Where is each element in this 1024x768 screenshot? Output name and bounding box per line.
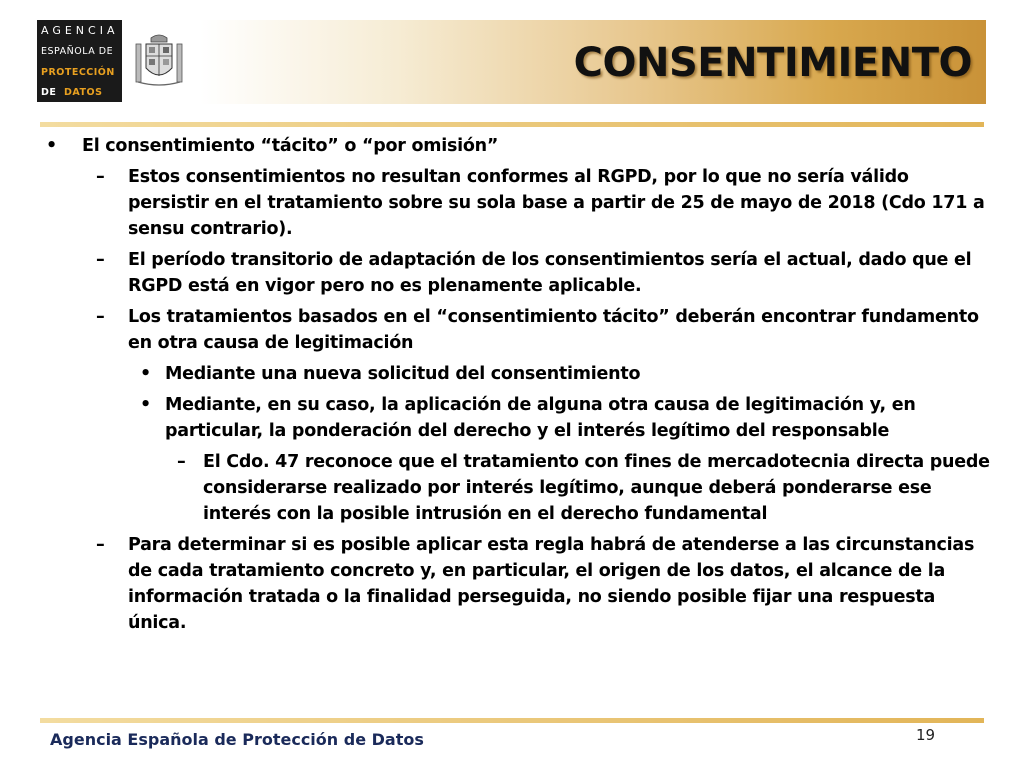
agency-logo xyxy=(37,20,122,102)
dash-item xyxy=(40,304,990,356)
dash-text: Los tratamientos basados en el “consentimiento tácito” deberán encontrar fundamento en otra causa de legitimación xyxy=(128,307,979,353)
top-divider xyxy=(40,122,984,127)
sub-dash-text: El Cdo. 47 reconoce que el tratamiento con fines de mercadotecnia directa puede considerarse realizado por interés legítimo, aunque deberá ponderarse ese interés con la posible intrusión en el derecho fundamental xyxy=(203,452,990,524)
sub-bullet-text: Mediante, en su caso, la aplicación de alguna otra causa de legitimación y, en particular, la ponderación del derecho y el interés legítimo del responsable xyxy=(165,395,916,441)
sub-bullet-item xyxy=(40,361,990,387)
sub-bullet-marker: • xyxy=(140,395,151,415)
logo-line-2: ESPAÑOLA DE xyxy=(41,46,114,58)
logo-line-4 xyxy=(41,88,118,98)
slide-title: CONSENTIMIENTO xyxy=(573,40,972,86)
dash-marker: – xyxy=(96,535,105,555)
bottom-divider xyxy=(40,718,984,723)
sub-bullet-text: Mediante una nueva solicitud del consentimiento xyxy=(165,364,641,384)
dash-text: Para determinar si es posible aplicar esta regla habrá de atenderse a las circunstancias de cada tratamiento concreto y, en particular, el origen de los datos, el alcance de la información tratada o la finalidad perseguida, no siendo posible fijar una respuesta única. xyxy=(128,535,975,633)
sub-bullet-item xyxy=(40,392,990,444)
dash-item xyxy=(40,532,990,636)
bullet-item xyxy=(40,133,990,159)
sub-bullet-marker: • xyxy=(140,364,151,384)
dash-marker: – xyxy=(96,307,105,327)
bullet-marker: • xyxy=(46,136,57,156)
logo-line-4-de: DE xyxy=(41,87,57,99)
bullet-text: El consentimiento “tácito” o “por omisión” xyxy=(82,136,499,156)
page-number: 19 xyxy=(916,726,936,744)
dash-marker: – xyxy=(96,250,105,270)
sub-dash-item xyxy=(40,449,990,527)
logo-line-3: PROTECCIÓN xyxy=(41,66,115,78)
dash-text: Estos consentimientos no resultan conformes al RGPD, por lo que no sería válido persistir en el tratamiento sobre su sola base a partir de 25 de mayo de 2018 (Cdo 171 a sensu contrario). xyxy=(128,167,985,239)
sub-dash-marker: – xyxy=(177,452,186,472)
dash-item xyxy=(40,247,990,299)
dash-text: El período transitorio de adaptación de los consentimientos sería el actual, dado que el RGPD está en vigor pero no es plenamente aplicable. xyxy=(128,250,972,296)
spain-coat-of-arms-icon xyxy=(134,32,184,90)
dash-marker: – xyxy=(96,167,105,187)
footer-agency-name: Agencia Española de Protección de Datos xyxy=(50,730,424,749)
logo-line-1: AGENCIA xyxy=(41,24,119,37)
slide-content xyxy=(40,133,990,641)
title-banner xyxy=(200,20,986,104)
dash-item xyxy=(40,164,990,242)
logo-line-4-datos: DATOS xyxy=(64,87,103,99)
